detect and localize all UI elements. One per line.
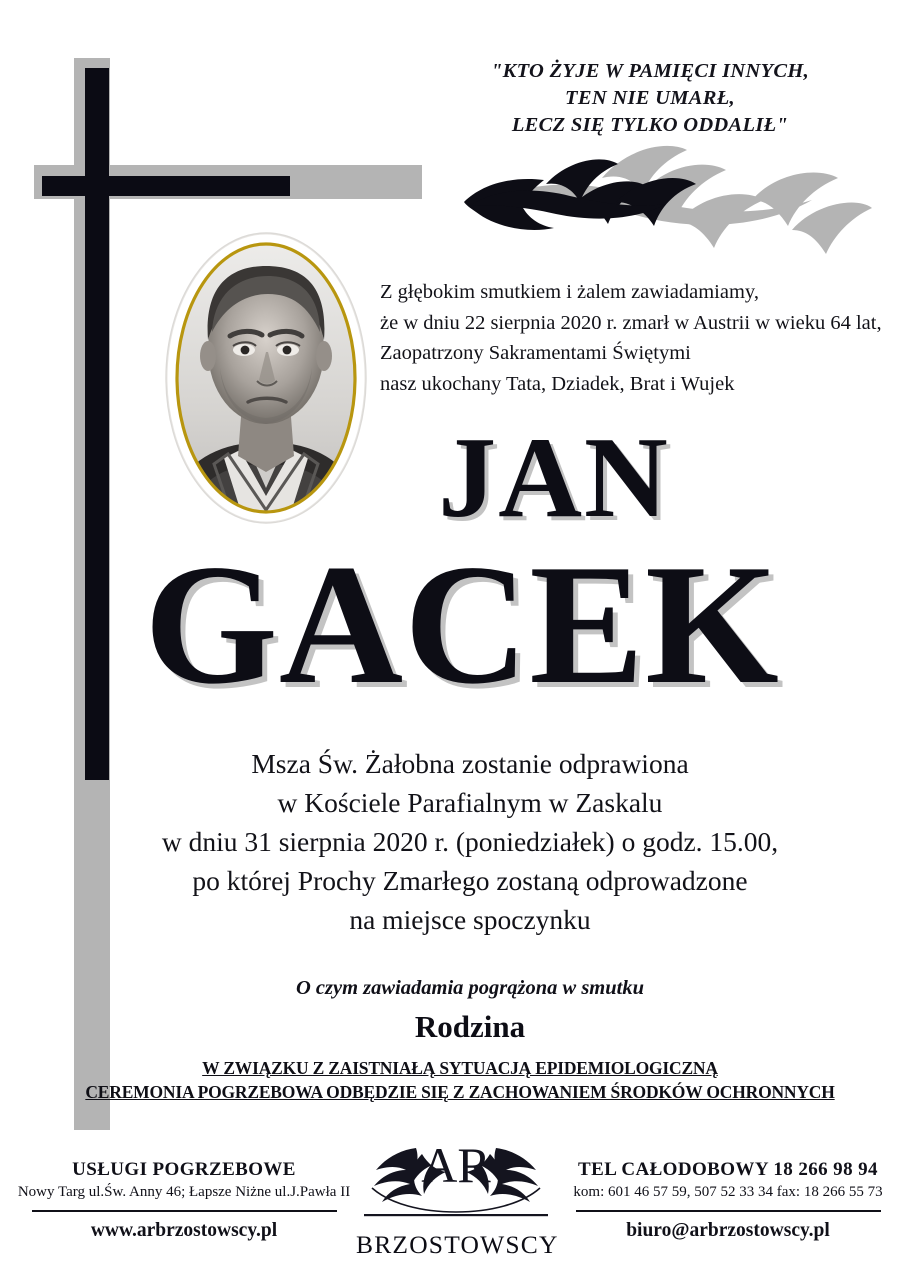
footer-services-title: USŁUGI POGRZEBOWE [72, 1159, 296, 1180]
mass-line-3: w dniu 31 sierpnia 2020 r. (poniedziałek) o godz. 15.00, [161, 826, 779, 857]
cross-horizontal-bar [42, 176, 290, 196]
epitaph-line-1: "KTO ŻYJE W PAMIĘCI INNYCH, [490, 60, 810, 82]
footer-left-divider [32, 1210, 337, 1212]
epitaph-quote [420, 58, 880, 139]
leaf-branch-ornament-icon [452, 138, 872, 256]
signature-intro: O czym zawiadamia pogrążona w smutku [296, 977, 644, 999]
epidemic-notice [40, 1056, 880, 1104]
footer-address: Nowy Targ ul.Św. Anny 46; Łapsze Niżne ul.J.Pawła II [17, 1184, 351, 1200]
epitaph-line-2: TEN NIE UMARŁ, [565, 87, 735, 109]
announcement-line-1: Z głębokim smutkiem i żalem zawiadamiamy, [380, 281, 759, 303]
mass-line-1: Msza Św. Żałobna zostanie odprawiona [251, 748, 689, 779]
epitaph-line-3: LECZ SIĘ TYLKO ODDALIŁ" [511, 114, 789, 136]
announcement-text [380, 277, 890, 399]
mass-line-5: na miejsce spoczynku [349, 904, 591, 935]
footer-website[interactable]: www.arbrzostowscy.pl [90, 1220, 278, 1241]
footer-services-block [14, 1158, 354, 1243]
announcement-line-2: że w dniu 22 sierpnia 2020 r. zmarł w Austrii w wieku 64 lat, [380, 311, 882, 334]
mass-line-4: po której Prochy Zmarłego zostaną odprowadzone [192, 865, 748, 896]
company-logo [356, 1134, 559, 1260]
mass-line-2: w Kościele Parafialnym w Zaskalu [277, 787, 663, 818]
logo-company-name: BRZOSTOWSCY [356, 1230, 559, 1259]
footer-right-divider [576, 1210, 881, 1212]
footer-email[interactable]: biuro@arbrzostowscy.pl [626, 1220, 830, 1241]
deceased-first-name: JAN [438, 414, 670, 542]
epidemic-notice-line-2: CEREMONIA POGRZEBOWA ODBĘDZIE SIĘ Z ZACHOWANIEM ŚRODKÓW OCHRONNYCH [85, 1082, 835, 1102]
announcement-line-3: Zaopatrzony Sakramentami Świętymi [380, 342, 691, 364]
footer-phone-title: TEL CAŁODOBOWY 18 266 98 94 [578, 1159, 878, 1180]
logo-monogram-text: AR [421, 1137, 491, 1193]
footer-phone-numbers: kom: 601 46 57 59, 507 52 33 34 fax: 18 266 55 73 [573, 1184, 883, 1200]
mass-details [60, 744, 880, 939]
signature-family-name: Rodzina [414, 1009, 526, 1044]
announcement-line-4: nasz ukochany Tata, Dziadek, Brat i Wujek [380, 372, 735, 395]
epidemic-notice-line-1: W ZWIĄZKU Z ZAISTNIAŁĄ SYTUACJĄ EPIDEMIOLOGICZNĄ [202, 1058, 718, 1078]
deceased-last-name: GACEK [144, 530, 780, 720]
footer-contact-block [556, 1158, 900, 1243]
